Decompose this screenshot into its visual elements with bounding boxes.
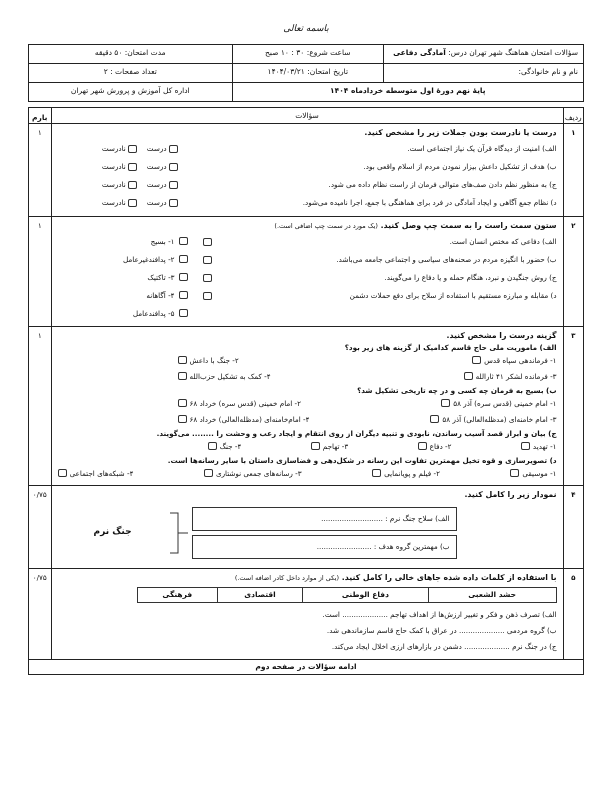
- tf-item: [58, 176, 557, 194]
- options-c: [58, 438, 557, 454]
- option-label: ۱- تهدید: [532, 441, 557, 451]
- col-questions: سؤالات: [51, 108, 563, 124]
- false-checkbox[interactable]: [128, 163, 137, 171]
- word-bank: [137, 587, 557, 603]
- option-checkbox[interactable]: [441, 399, 450, 407]
- fill-item: ب) گروه مردمی .................... در عراق با کمک حاج قاسم سازماندهی شد.: [326, 625, 557, 635]
- true-label: درست: [146, 180, 167, 190]
- option-checkbox[interactable]: [58, 469, 67, 477]
- option-checkbox[interactable]: [178, 372, 187, 380]
- option-checkbox[interactable]: [179, 237, 188, 245]
- option-label: ۱- فرماندهی سپاه قدس: [484, 355, 557, 365]
- option-label: ۱- امام خمینی (قدس سره) آذر ۵۸: [453, 398, 557, 408]
- word-cell: اقتصادی: [218, 587, 303, 602]
- true-checkbox[interactable]: [169, 163, 178, 171]
- options-a: [58, 352, 557, 368]
- question-number: ۵: [563, 568, 583, 659]
- false-checkbox[interactable]: [128, 145, 137, 153]
- option-label: ۲- فیلم و پویانمایی: [384, 468, 440, 478]
- note-text: (یکی از موارد داخل کادر اضافه است.): [234, 573, 340, 582]
- office-name: اداره کل آموزش و پرورش شهر تهران: [29, 83, 233, 102]
- page-count: تعداد صفحات : ۲: [29, 64, 233, 83]
- col-score: بارم: [29, 108, 52, 124]
- option-label: ۲- جنگ با داعش: [189, 355, 239, 365]
- question-score: ۱: [29, 327, 52, 486]
- question-body: [51, 216, 563, 327]
- true-checkbox[interactable]: [169, 181, 178, 189]
- match-row: [58, 250, 557, 268]
- match-checkbox[interactable]: [203, 292, 212, 300]
- match-option: ۵- پدافندعامل: [132, 308, 175, 318]
- false-checkbox[interactable]: [128, 181, 137, 189]
- subquestion-b: ب) بسیج به فرمان چه کسی و در چه تاریخی تشکیل شد؟: [357, 386, 557, 396]
- col-row: ردیف: [563, 108, 583, 124]
- question-score: ۰/۷۵: [29, 568, 52, 659]
- option-checkbox[interactable]: [178, 356, 187, 364]
- question-number: ۲: [563, 216, 583, 327]
- match-option: ۱- بسیج: [150, 236, 175, 246]
- false-label: نادرست: [101, 180, 126, 190]
- duration: مدت امتحان: ۵۰ دقیقه: [29, 45, 233, 64]
- match-item: د) مقابله و مبارزه مستقیم با استفاده از سلاح برای دفع حملات دشمن: [349, 290, 557, 300]
- false-checkbox[interactable]: [128, 199, 137, 207]
- word-cell: دفاع الوطنی: [302, 587, 428, 602]
- question-number: ۱: [563, 124, 583, 217]
- option-label: ۳- تهاجم: [322, 441, 349, 451]
- match-row: [58, 268, 557, 286]
- diagram-boxes: [192, 507, 457, 559]
- bracket-connector: [168, 505, 190, 561]
- word-cell: فرهنگی: [137, 587, 218, 602]
- subquestion-d: د) تصویرسازی و قوه تخیل مهمترین تفاوت این رسانه در شکل‌دهی و فضاسازی داستان با سایر رسانه‌ها است.: [167, 456, 557, 466]
- match-row: [58, 286, 557, 304]
- option-checkbox[interactable]: [430, 415, 439, 423]
- option-checkbox[interactable]: [521, 442, 530, 450]
- true-label: درست: [146, 198, 167, 208]
- tf-item: [58, 140, 557, 158]
- option-checkbox[interactable]: [179, 291, 188, 299]
- options-b: [58, 395, 557, 411]
- match-option: ۳- تاکتیک: [147, 272, 175, 282]
- match-checkbox[interactable]: [203, 238, 212, 246]
- question-title: [58, 573, 557, 583]
- soft-war-diagram: [58, 502, 557, 564]
- question-3: [29, 327, 584, 486]
- true-checkbox[interactable]: [169, 145, 178, 153]
- option-label: ۳- امام خامنه‌ای (مدظله‌العالی) آذر ۵۸: [442, 414, 557, 424]
- word-cell: حشد الشعبی: [428, 587, 556, 602]
- subquestion-c: ج) بیان و ابراز قصد آسیب رساندن، نابودی و تنبیه دیگران از روی انتقام و ایجاد رعب و وحشت را ........ می‌گویند.: [156, 429, 557, 439]
- option-checkbox[interactable]: [179, 309, 188, 317]
- subject-name: آمادگی دفاعی: [393, 48, 446, 57]
- option-checkbox[interactable]: [178, 399, 187, 407]
- option-checkbox[interactable]: [372, 469, 381, 477]
- question-number: ۳: [563, 327, 583, 486]
- option-label: ۳- رسانه‌های جمعی نوشتاری: [215, 468, 302, 478]
- option-checkbox[interactable]: [179, 273, 188, 281]
- weapon-box[interactable]: الف) سلاح جنگ نرم : ...........................: [192, 507, 457, 531]
- match-checkbox[interactable]: [203, 274, 212, 282]
- question-4: [29, 486, 584, 569]
- question-body: [51, 327, 563, 486]
- exam-page: [28, 14, 584, 675]
- option-checkbox[interactable]: [418, 442, 427, 450]
- exam-header: [28, 44, 584, 102]
- false-label: نادرست: [101, 198, 126, 208]
- exam-title: پایهٔ نهم دورهٔ اول متوسطه خردادماه ۱۴۰۴: [232, 83, 583, 102]
- options-b: [58, 411, 557, 427]
- tf-item: [58, 158, 557, 176]
- question-title: گزینه درست را مشخص کنید.: [446, 331, 557, 341]
- option-checkbox[interactable]: [510, 469, 519, 477]
- option-checkbox[interactable]: [178, 415, 187, 423]
- item-text: الف) امنیت از دیدگاه قرآن یک نیاز اجتماعی است.: [407, 144, 557, 154]
- match-item: ب) حضور با انگیزه مردم در صحنه‌های سیاسی و اجتماعی جامعه می‌باشد.: [336, 254, 557, 264]
- option-label: ۳- فرمانده لشکر ۴۱ ثارالله: [475, 371, 557, 381]
- question-score: ۰/۷۵: [29, 486, 52, 569]
- option-label: ۴- کمک به تشکیل حزب‌الله: [189, 371, 271, 381]
- subquestion-a: الف) ماموریت ملی حاج قاسم کدامیک از گزینه های زیر بود؟: [344, 343, 557, 353]
- true-checkbox[interactable]: [169, 199, 178, 207]
- false-label: نادرست: [101, 162, 126, 172]
- question-title: نمودار زیر را کامل کنید.: [464, 490, 557, 500]
- diagram-center: جنگ نرم: [93, 527, 132, 538]
- title-text: ستون سمت راست را به سمت چپ وصل کنید.: [380, 220, 557, 230]
- subject-label: سؤالات امتحان هماهنگ شهر تهران درس:: [448, 48, 578, 57]
- option-label: ۱- موسیقی: [522, 468, 557, 478]
- question-title: [58, 221, 557, 231]
- question-1: [29, 124, 584, 217]
- continued-footer: ادامه سؤالات در صفحه دوم: [29, 659, 584, 674]
- item-text: د) نظام جمع آگاهی و ایجاد آمادگی در فرد برای هماهنگی با جمع، اجرا نامیده می‌شود.: [302, 198, 557, 208]
- match-item: الف) دفاعی که مختص انسان است.: [449, 236, 557, 246]
- subject-cell: [384, 45, 584, 64]
- fill-item: الف) تصرف ذهن و فکر و تغییر ارزش‌ها از اهداف تهاجم .................... است.: [322, 609, 557, 619]
- option-checkbox[interactable]: [472, 356, 481, 364]
- option-label: ۴- شبکه‌های اجتماعی: [69, 468, 134, 478]
- exam-date: تاریخ امتحان: ۱۴۰۴/۰۳/۲۱: [232, 64, 383, 83]
- match-checkbox[interactable]: [203, 256, 212, 264]
- name-field: نام و نام خانوادگی:: [384, 64, 584, 83]
- bismillah: باسمه تعالی: [283, 24, 329, 34]
- option-label: ۴- جنگ: [219, 441, 242, 451]
- question-body: [51, 124, 563, 217]
- option-checkbox[interactable]: [311, 442, 320, 450]
- true-label: درست: [146, 162, 167, 172]
- target-box[interactable]: ب) مهمترین گروه هدف : ........................: [192, 535, 457, 559]
- fill-item: ج) در جنگ نرم .................... دشمن در بازارهای ارزی اخلال ایجاد می‌کند.: [331, 641, 557, 651]
- options-d: [58, 465, 557, 481]
- option-label: ۲- دفاع: [429, 441, 452, 451]
- option-checkbox[interactable]: [204, 469, 213, 477]
- question-score: ۱: [29, 124, 52, 217]
- true-label: درست: [146, 144, 167, 154]
- question-body: [51, 568, 563, 659]
- question-number: ۴: [563, 486, 583, 569]
- note-text: (یک مورد در سمت چپ اضافی است.): [274, 221, 378, 230]
- option-checkbox[interactable]: [208, 442, 217, 450]
- start-time: ساعت شروع: ۳۰ : ۱۰ صبح: [232, 45, 383, 64]
- match-option: ۲- پدافندغیرعامل: [122, 254, 175, 264]
- item-text: ج) به منظور نظم دادن صف‌های متوالی فرمان از راست نظام داده می شود.: [328, 180, 557, 190]
- title-text: با استفاده از کلمات داده شده جاهای خالی را کامل کنید.: [341, 572, 557, 582]
- option-label: ۲- امام خمینی (قدس سره) خرداد ۶۸: [189, 398, 302, 408]
- match-row: [58, 304, 557, 322]
- match-item: ج) روش جنگیدن و نبرد، هنگام حمله و یا دفاع را می‌گویند.: [384, 272, 557, 282]
- tf-item: [58, 194, 557, 212]
- false-label: نادرست: [101, 144, 126, 154]
- questions-table: [28, 107, 584, 675]
- question-title: درست یا نادرست بودن جملات زیر را مشخص کنید.: [364, 128, 557, 137]
- options-a: [58, 368, 557, 384]
- question-5: [29, 568, 584, 659]
- match-option: ۴- آگاهانه: [146, 290, 175, 300]
- question-2: [29, 216, 584, 327]
- item-text: ب) هدف از تشکیل داعش بیزار نمودن مردم از اسلام واقعی بود.: [363, 162, 557, 172]
- question-score: ۱: [29, 216, 52, 327]
- match-row: [58, 232, 557, 250]
- option-checkbox[interactable]: [464, 372, 473, 380]
- option-label: ۴- امام‌خامنه‌ای (مدظله‌العالی) خرداد ۶۸: [189, 414, 310, 424]
- option-checkbox[interactable]: [179, 255, 188, 263]
- question-body: [51, 486, 563, 569]
